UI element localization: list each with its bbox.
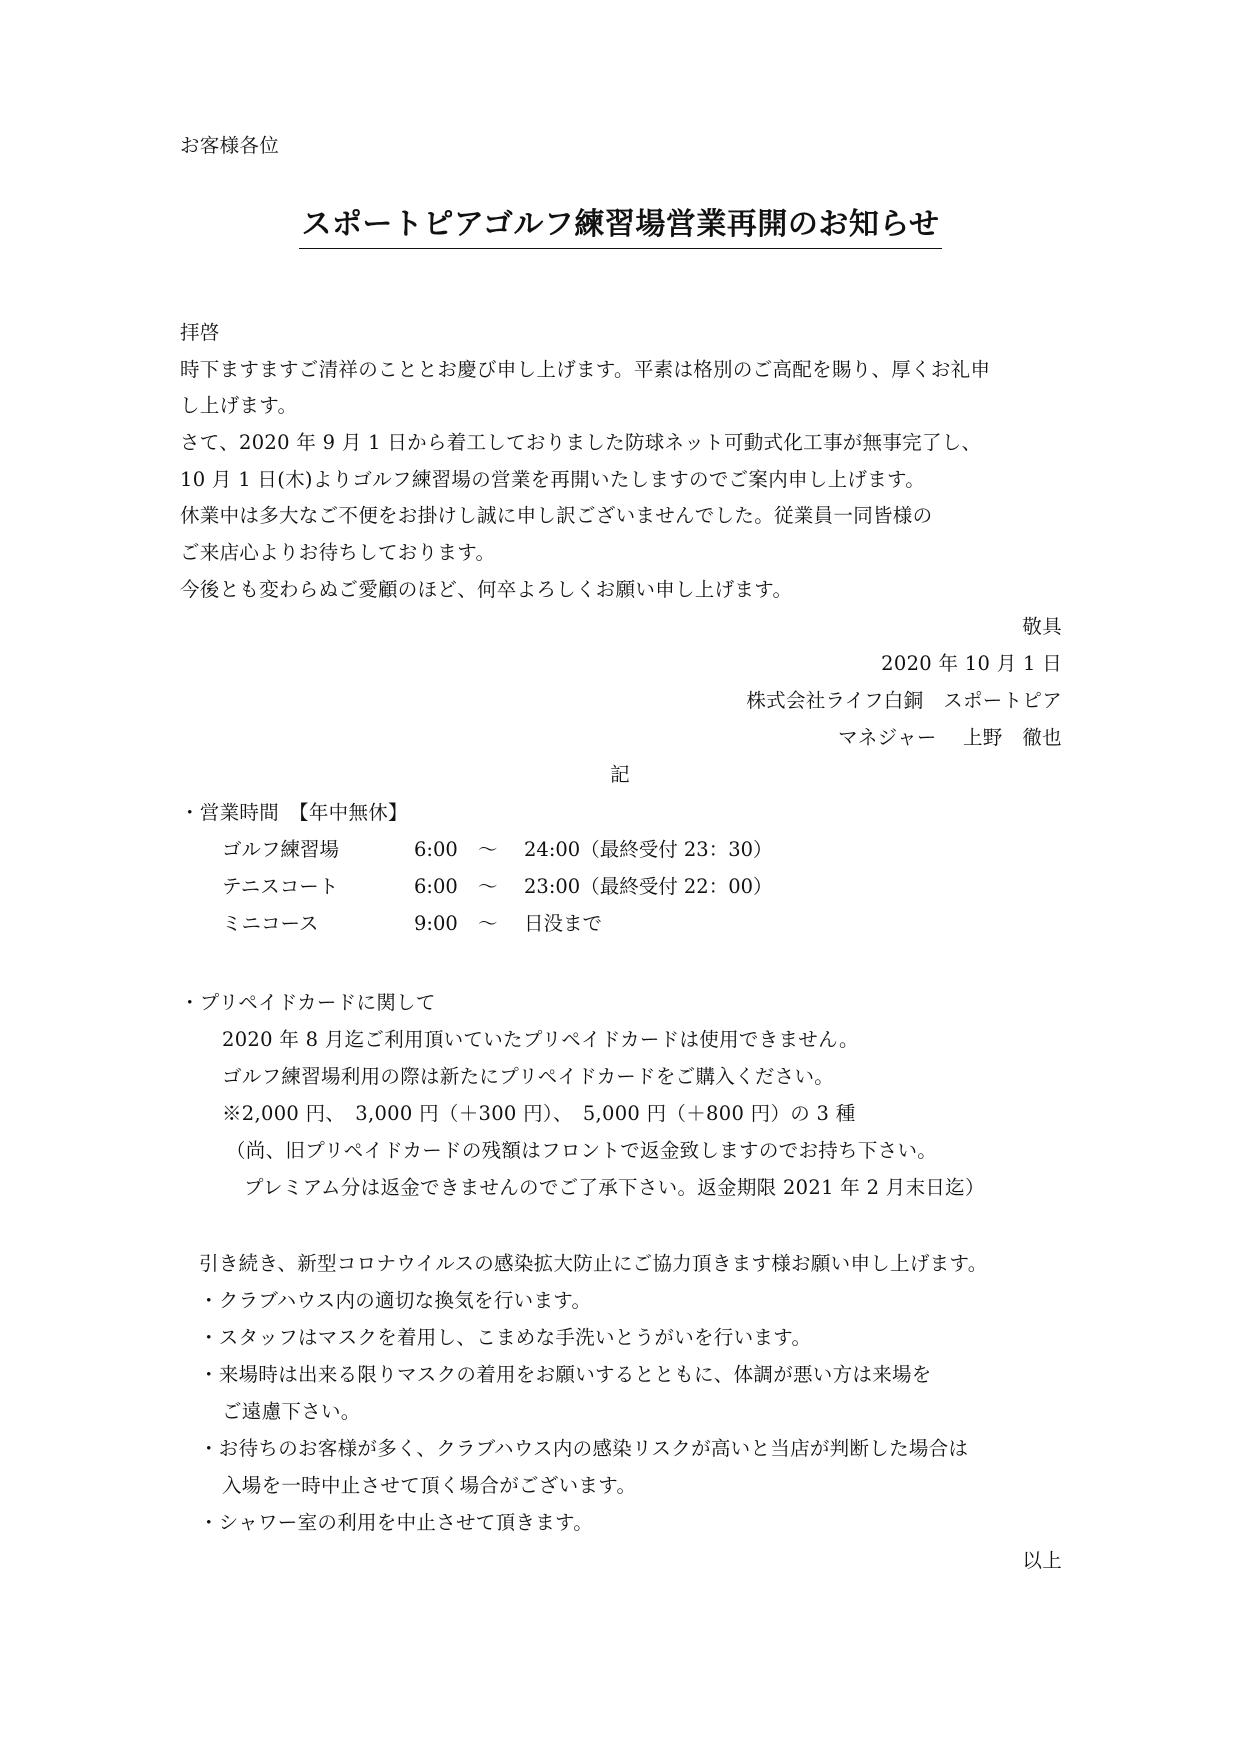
tilde: ～	[478, 875, 498, 898]
body-line: 休業中は多大なご不便をお掛けし誠に申し訳ございませんでした。従業員一同皆様の	[180, 504, 933, 527]
close-time: 24:00（最終受付 23：30）	[524, 838, 773, 861]
ki-marker: 記	[610, 763, 630, 786]
open-time: 6:00	[414, 838, 458, 861]
page-title	[0, 203, 1241, 249]
close-time: 23:00（最終受付 22：00）	[524, 875, 773, 898]
corona-item-continued: ご遠慮下さい。	[222, 1400, 361, 1423]
tilde: ～	[478, 912, 498, 935]
signature-person: マネジャー 上野 徹也	[838, 726, 1062, 749]
facility-name: テニスコート	[222, 875, 339, 898]
close-time: 日没まで	[524, 912, 603, 935]
open-time: 6:00	[414, 875, 458, 898]
prepaid-line: プレミアム分は返金できませんのでご了承下さい。返金期限 2021 年 2 月末日迄）	[244, 1176, 985, 1199]
prepaid-heading: ・プリペイドカードに関して	[180, 991, 436, 1014]
corona-item-continued: 入場を一時中止させて頂く場合がございます。	[222, 1474, 637, 1497]
closing-ijou: 以上	[1022, 1549, 1062, 1572]
open-time: 9:00	[414, 912, 458, 935]
salutation: お客様各位	[180, 134, 280, 157]
facility-name: ゴルフ練習場	[222, 838, 340, 861]
corona-item: ・お待ちのお客様が多く、クラブハウス内の感染リスクが高いと当店が判断した場合は	[199, 1437, 969, 1460]
body-line: 今後とも変わらぬご愛顧のほど、何卒よろしくお願い申し上げます。	[180, 578, 793, 601]
body-line: ご来店心よりお待ちしております。	[180, 541, 496, 564]
facility-name: ミニコース	[222, 912, 319, 935]
corona-item: ・クラブハウス内の適切な換気を行います。	[199, 1289, 592, 1312]
prepaid-line: ※2,000 円、 3,000 円（＋300 円）、 5,000 円（＋800 円）の 3 種	[222, 1102, 856, 1125]
opening-greeting: 拝啓	[180, 321, 220, 344]
body-line: さて、2020 年 9 月 1 日から着工しておりました防球ネット可動式化工事が無事完了し、	[180, 431, 982, 454]
closing-keigu: 敬具	[1022, 615, 1062, 638]
prepaid-line: 2020 年 8 月迄ご利用頂いていたプリペイドカードは使用できません。	[222, 1028, 859, 1051]
signature-date: 2020 年 10 月 1 日	[881, 652, 1062, 675]
corona-item: ・シャワー室の利用を中止させて頂きます。	[199, 1511, 594, 1534]
corona-item: ・スタッフはマスクを着用し、こまめな手洗いとうがいを行います。	[199, 1326, 812, 1349]
corona-intro: 引き続き、新型コロナウイルスの感染拡大防止にご協力頂きます様お願い申し上げます。	[199, 1252, 988, 1275]
tilde: ～	[478, 838, 498, 861]
body-line: 10 月 1 日(木)よりゴルフ練習場の営業を再開いたしますのでご案内申し上げます。	[180, 468, 926, 491]
signature-company: 株式会社ライフ白銅 スポートピア	[746, 689, 1062, 712]
body-line: 時下ますますご清祥のこととお慶び申し上げます。平素は格別のご高配を賜り、厚くお礼申	[180, 358, 991, 381]
body-line: し上げます。	[180, 394, 298, 417]
corona-item: ・来場時は出来る限りマスクの着用をお願いするとともに、体調が悪い方は来場を	[199, 1363, 932, 1386]
prepaid-line: （尚、旧プリペイドカードの残額はフロントで返金致しますのでお持ち下さい。	[226, 1139, 938, 1162]
prepaid-line: ゴルフ練習場利用の際は新たにプリペイドカードをご購入ください。	[222, 1065, 835, 1088]
title-text: スポートピアゴルフ練習場営業再開のお知らせ	[299, 203, 941, 249]
hours-heading: ・営業時間 【年中無休】	[180, 801, 408, 824]
